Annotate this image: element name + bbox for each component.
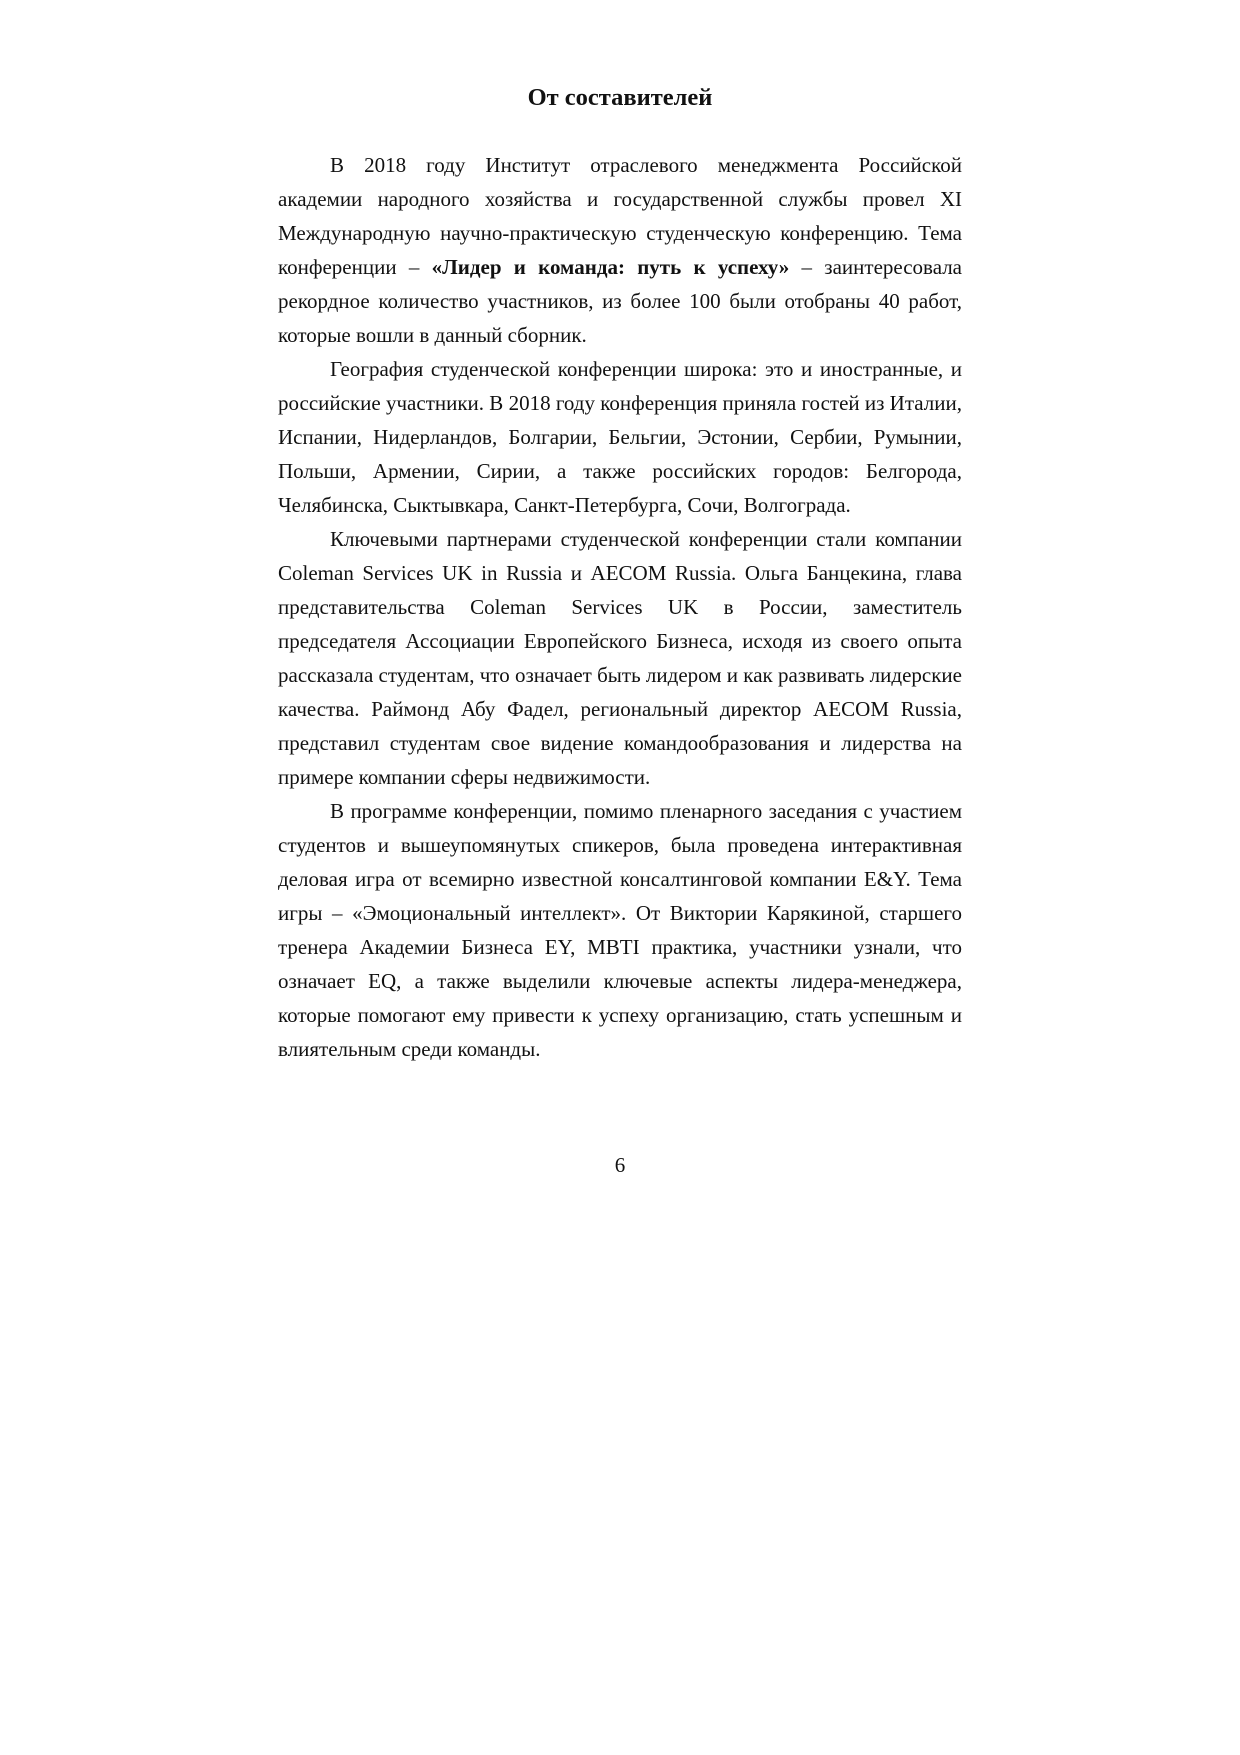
paragraph-intro-text-end: – заинтересовала рекордное количество участников, из более 100 были отобраны 40 работ, которые вошли в данный сборник. <box>278 255 963 347</box>
page-title: От составителей <box>527 84 713 111</box>
paragraph-geography: География студенческой конференции широка: это и иностранные, и российские участники. В 2018 году конференция приняла гостей из Италии, Испании, Нидерландов, Болгарии, Бельгии, Эстонии, Сербии, Румынии, Польши, Армении, Сирии, а также российских городов: Белгорода, Челябинска, Сыктывкара, Санкт-Петербурга, Сочи, Волгограда. <box>278 357 962 517</box>
paragraph-partners: Ключевыми партнерами студенческой конференции стали компании Coleman Services UK in Russia и AECOM Russia. Ольга Банцекина, глава представительства Coleman Services UK в России, заместитель председателя Ассоциации Европейского Бизнеса, исходя из своего опыта рассказала студентам, что означает быть лидером и как развивать лидерские качества. Раймонд Абу Фадел, региональный директор AECOM Russia, представил студентам свое видение командообразования и лидерства на примере компании сферы недвижимости. <box>278 527 962 789</box>
conference-theme: «Лидер и команда: путь к успеху» <box>431 255 790 279</box>
paragraph-intro-text-start: В 2018 году Институт отраслевого менеджмента Российской академии народного хозяйства и государственной службы провел XI Международную научно-практическую студенческую конференцию. Тема конференции – <box>278 153 962 279</box>
paragraph-program: В программе конференции, помимо пленарного заседания с участием студентов и вышеупомянутых спикеров, была проведена интерактивная деловая игра от всемирно известной консалтинговой компании E&Y. Тема игры – «Эмоциональный интеллект». От Виктории Карякиной, старшего тренера Академии Бизнеса EY, MBTI практика, участники узнали, что означает EQ, а также выделили ключевые аспекты лидера-менеджера, которые помогают ему привести к успеху организацию, стать успешным и влиятельным среди команды. <box>278 799 962 1061</box>
page-number: 6 <box>614 1153 626 1177</box>
document-body <box>278 148 962 1066</box>
paragraph-intro <box>278 148 962 352</box>
